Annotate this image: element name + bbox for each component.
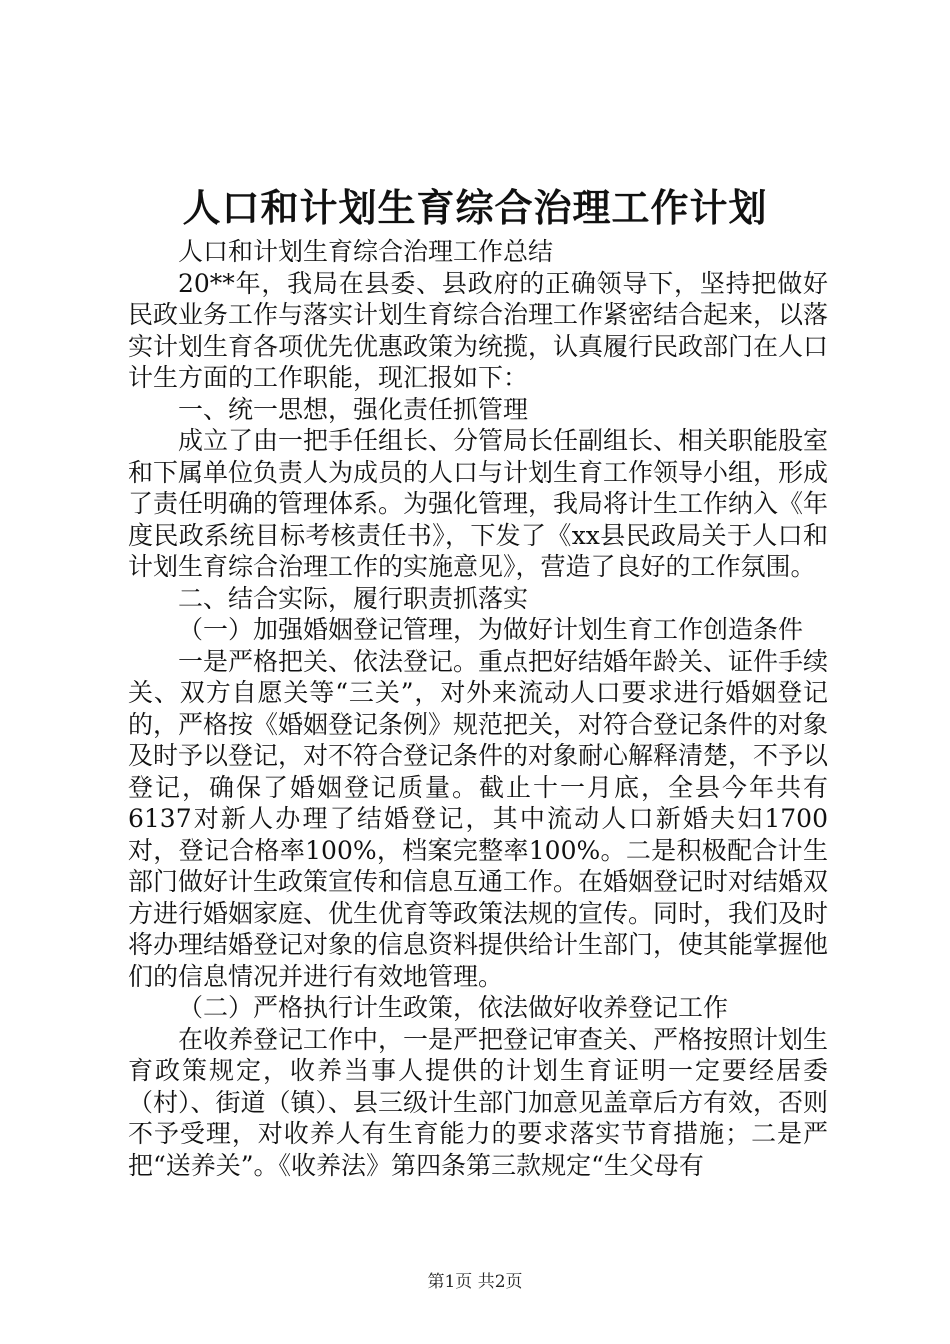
paragraph-marriage-registration: 一是严格把关、依法登记。重点把好结婚年龄关、证件手续关、双方自愿关等“三关”，对外来流动人口要求进行婚姻登记的，严格按《婚姻登记条例》规范把关，对符合登记条件的对象及时予以登记，对不符合登记条件的对象耐心解释清楚，不予以登记，确保了婚姻登记质量。截止十一月底，全县今年共有6137对新人办理了结婚登记，其中流动人口新婚夫妇1700对，登记合格率100%，档案完整率100%。二是积极配合计生部门做好计生政策宣传和信息互通工作。在婚姻登记时对结婚双方进行婚姻家庭、优生优育等政策法规的宣传。同时，我们及时将办理结婚登记对象的信息资料提供给计生部门，使其能掌握他们的信息情况并进行有效地管理。	[128, 646, 829, 991]
document-title: 人口和计划生育综合治理工作计划	[182, 185, 768, 230]
paragraph-section-1: 成立了由一把手任组长、分管局长任副组长、相关职能股室和下属单位负责人为成员的人口与计划生育工作领导小组，形成了责任明确的管理体系。为强化管理，我局将计生工作纳入《年度民政系统目标考核责任书》，下发了《xx县民政局关于人口和计划生育综合治理工作的实施意见》，营造了良好的工作氛围。	[128, 426, 829, 581]
page-number-footer: 第1页 共2页	[427, 1272, 523, 1292]
section-heading-2: 二、结合实际，履行职责抓落实	[178, 583, 529, 613]
document-body	[128, 236, 828, 1181]
paragraph-adoption-registration: 在收养登记工作中，一是严把登记审查关、严格按照计划生育政策规定，收养当事人提供的计划生育证明一定要经居委（村）、街道（镇）、县三级计生部门加意见盖章后方有效，否则不予受理，对收养人有生育能力的要求落实节育措施；二是严把“送养关”。《收养法》第四条第三款规定“生父母有	[128, 1024, 829, 1180]
section-heading-1: 一、统一思想，强化责任抓管理	[178, 394, 529, 424]
subsection-heading-1: （一）加强婚姻登记管理，为做好计划生育工作创造条件	[178, 615, 804, 644]
paragraph-intro: 20**年，我局在县委、县政府的正确领导下，坚持把做好民政业务工作与落实计划生育综合治理工作紧密结合起来，以落实计划生育各项优先优惠政策为统揽，认真履行民政部门在人口计生方面的工作职能，现汇报如下：	[128, 268, 829, 392]
paragraph-subtitle: 人口和计划生育综合治理工作总结	[178, 237, 554, 266]
subsection-heading-2: （二）严格执行计生政策，依法做好收养登记工作	[178, 993, 729, 1022]
